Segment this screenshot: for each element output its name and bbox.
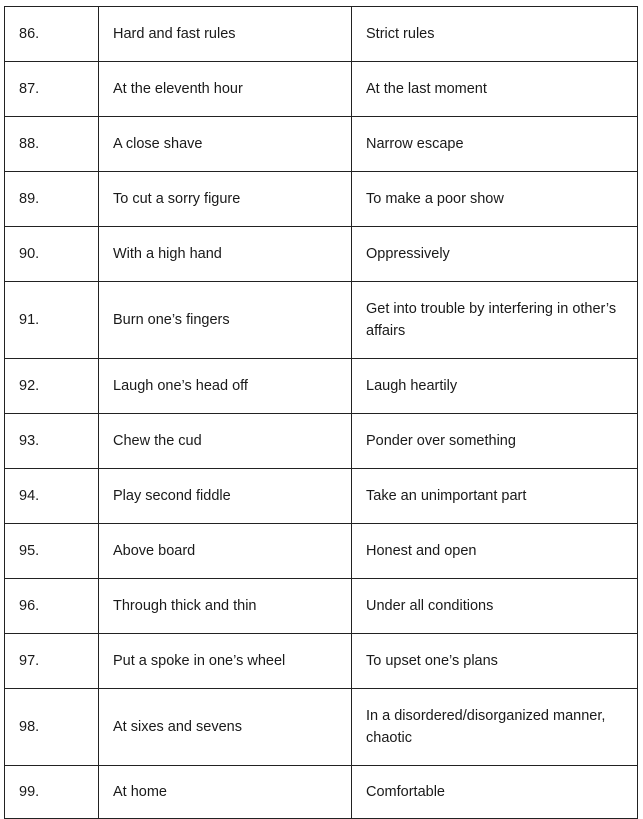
row-number: 87. <box>5 62 99 117</box>
row-number: 97. <box>5 634 99 689</box>
meaning-cell: To make a poor show <box>352 172 638 227</box>
meaning-cell: Honest and open <box>352 524 638 579</box>
row-number: 86. <box>5 7 99 62</box>
table-row <box>5 689 638 766</box>
table-row <box>5 282 638 359</box>
meaning-cell: To upset one’s plans <box>352 634 638 689</box>
idiom-cell: To cut a sorry figure <box>99 172 352 227</box>
table-row <box>5 7 638 62</box>
row-number: 93. <box>5 414 99 469</box>
idiom-cell: Burn one’s fingers <box>99 282 352 359</box>
idiom-cell: At sixes and sevens <box>99 689 352 766</box>
row-number: 90. <box>5 227 99 282</box>
meaning-cell: Ponder over something <box>352 414 638 469</box>
idiom-cell: Above board <box>99 524 352 579</box>
table-row <box>5 62 638 117</box>
row-number: 95. <box>5 524 99 579</box>
row-number: 91. <box>5 282 99 359</box>
meaning-cell: Under all conditions <box>352 579 638 634</box>
row-number: 99. <box>5 766 99 819</box>
table-row <box>5 524 638 579</box>
table-row <box>5 766 638 819</box>
idiom-cell: Laugh one’s head off <box>99 359 352 414</box>
row-number: 88. <box>5 117 99 172</box>
meaning-cell: In a disordered/disorganized manner, chaotic <box>352 689 638 766</box>
meaning-cell: At the last moment <box>352 62 638 117</box>
idiom-cell: At home <box>99 766 352 819</box>
meaning-cell: Oppressively <box>352 227 638 282</box>
table-row <box>5 117 638 172</box>
idiom-cell: With a high hand <box>99 227 352 282</box>
table-row <box>5 227 638 282</box>
meaning-cell: Laugh heartily <box>352 359 638 414</box>
table-row <box>5 579 638 634</box>
idiom-cell: Chew the cud <box>99 414 352 469</box>
idiom-cell: A close shave <box>99 117 352 172</box>
table-row <box>5 634 638 689</box>
row-number: 92. <box>5 359 99 414</box>
idioms-table <box>4 6 638 819</box>
row-number: 96. <box>5 579 99 634</box>
idiom-cell: Put a spoke in one’s wheel <box>99 634 352 689</box>
table-row <box>5 414 638 469</box>
idioms-table-container <box>4 6 638 819</box>
row-number: 94. <box>5 469 99 524</box>
row-number: 98. <box>5 689 99 766</box>
table-row <box>5 359 638 414</box>
meaning-cell: Take an unimportant part <box>352 469 638 524</box>
table-row <box>5 172 638 227</box>
meaning-cell: Get into trouble by interfering in other’s affairs <box>352 282 638 359</box>
meaning-cell: Comfortable <box>352 766 638 819</box>
idiom-cell: Play second fiddle <box>99 469 352 524</box>
meaning-cell: Narrow escape <box>352 117 638 172</box>
row-number: 89. <box>5 172 99 227</box>
idiom-cell: Through thick and thin <box>99 579 352 634</box>
idiom-cell: At the eleventh hour <box>99 62 352 117</box>
idiom-cell: Hard and fast rules <box>99 7 352 62</box>
table-row <box>5 469 638 524</box>
meaning-cell: Strict rules <box>352 7 638 62</box>
